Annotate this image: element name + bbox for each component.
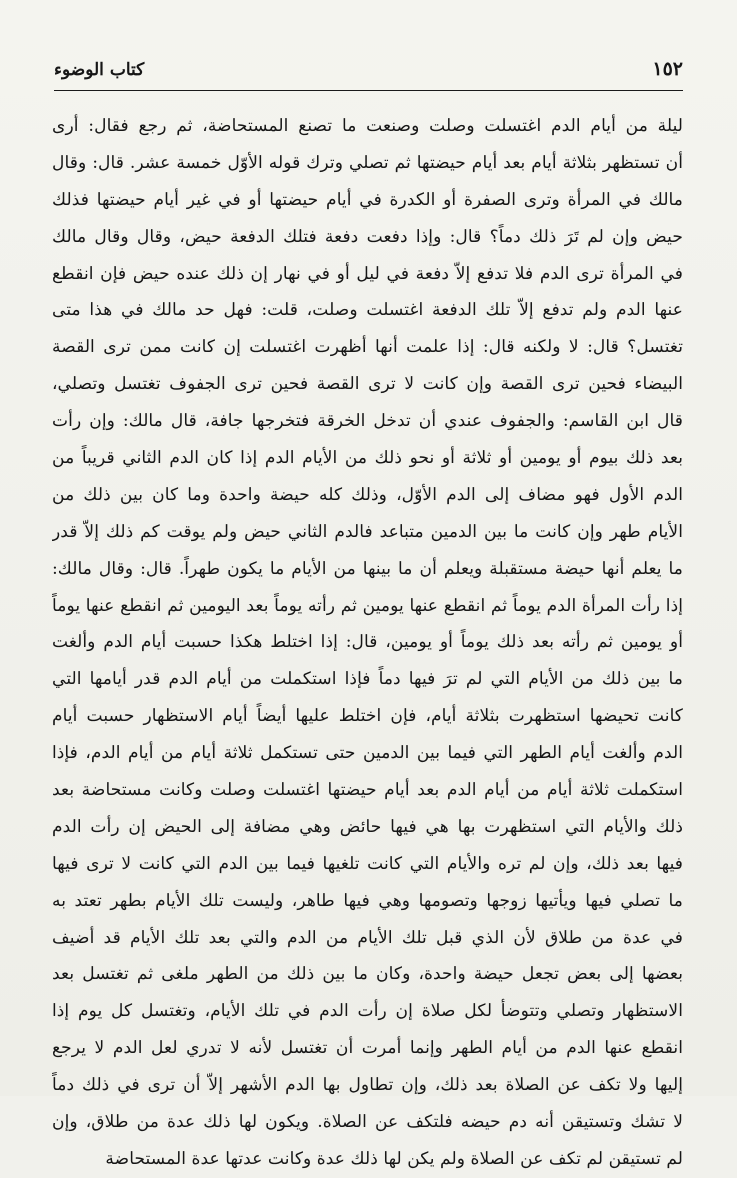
text-line: البيضاء فحين ترى القصة وإن كانت لا ترى القصة فحين ترى الجفوف تغتسل وتصلي، — [52, 374, 683, 395]
text-line: في المرأة ترى الدم فلا تدفع إلاّ دفعة في ليل أو في نهار إن ذلك عنده حيض فإن انقطع — [52, 263, 683, 284]
text-line: إليها ولا تكف عن الصلاة بعد ذلك، وإن تطاول بها الدم الأشهر إلاّ أن ترى في ذلك دماً — [52, 1075, 683, 1096]
text-line: الأيام طهر وإن كانت ما بين الدمين متباعد فالدم الثاني حيض ولم يوقت كم ذلك إلاّ قدر — [52, 521, 683, 542]
text-line: أن تستظهر بثلاثة أيام بعد أيام حيضتها ثم تصلي وترك قوله الأوّل خمسة عشر. قال: وقال — [52, 152, 683, 173]
text-line: قال ابن القاسم: والجفوف عندي أن تدخل الخرقة فتخرجها جافة، قال مالك: وإن رأت — [52, 411, 683, 432]
text-line: بعد ذلك بيوم أو يومين أو ثلاثة أو نحو ذلك من الأيام الدم إذا كان الدم الثاني قريباً من — [52, 448, 683, 469]
text-line: ليلة من أيام الدم اغتسلت وصلت وصنعت ما تصنع المستحاضة، ثم رجع فقال: أرى — [52, 116, 683, 136]
text-line: انقطع عنها الدم من أيام الطهر وإنما أمرت أن تغتسل لأنه لا تدري لعل الدم لا يرجع — [52, 1038, 683, 1059]
header-rule — [54, 90, 683, 91]
text-line: مالك في المرأة وترى الصفرة أو الكدرة في أيام حيضتها أو في غير أيام حيضتها فذلك — [52, 189, 683, 210]
text-line: لا تشك وتستيقن أنه دم حيضه فلتكف عن الصلاة. ويكون لها ذلك عدة من طلاق، وإن — [52, 1112, 683, 1133]
text-line: استكملت ثلاثة أيام من أيام الدم بعد أيام حيضتها اغتسلت وصلت وكانت مستحاضة بعد — [52, 780, 683, 801]
running-header — [54, 58, 683, 84]
text-line: الدم وألغت أيام الطهر التي فيما بين الدمين حتى تستكمل ثلاثة أيام من أيام الدم، فإذا — [52, 743, 683, 764]
text-line: الدم الأول فهو مضاف إلى الدم الأوّل، وذلك كله حيضة واحدة وما كان بين ذلك من — [52, 484, 683, 505]
text-line: حيض وإن لم تَرَ ذلك دماً؟ قال: وإذا دفعت دفعة فتلك الدفعة حيض، وقال وقال مالك — [52, 226, 683, 247]
text-line: عنها الدم ولم تدفع إلاّ تلك الدفعة اغتسلت وصلت، قلت: فهل حد مالك في هذا متى — [52, 300, 683, 321]
text-line: كانت تحيضها استظهرت بثلاثة أيام، فإن اختلط عليها أيضاً أيام الاستظهار حسبت أيام — [52, 706, 683, 727]
text-line: ما يعلم أنها حيضة مستقبلة ويعلم أن ما بينها من الأيام ما يكون طهراً. قال: وقال مالك: — [52, 558, 683, 579]
text-line: لم تستيقن لم تكف عن الصلاة ولم يكن لها ذلك عدة وكانت عدتها عدة المستحاضة — [105, 1148, 683, 1169]
book-title: كتاب الوضوء — [54, 60, 145, 80]
text-line: تغتسل؟ قال: لا ولكنه قال: إذا علمت أنها أظهرت اغتسلت إن كانت ممن ترى القصة — [52, 337, 683, 358]
text-line: ما بين ذلك من الأيام التي لم ترَ فيها دماً فإذا استكملت من أيام الدم قدر أيامها التي — [52, 669, 683, 690]
text-line: الاستظهار وتصلي وتتوضأ لكل صلاة إن رأت الدم في تلك الأيام، وتغتسل كل يوم إذا — [52, 1001, 683, 1022]
text-line: ذلك والأيام التي استظهرت بها هي فيها حائض وهي مضافة إلى الحيض إن رأت الدم — [52, 816, 683, 837]
text-line: إذا رأت المرأة الدم يوماً ثم انقطع عنها يومين ثم رأته يوماً بعد اليومين ثم انقطع عنها يوماً — [52, 595, 683, 616]
page-number: ١٥٢ — [652, 58, 683, 80]
text-line: فيها بعد ذلك، وإن لم تره والأيام التي كانت تلغيها فيما بين الدم التي كانت لا ترى فيها — [52, 853, 683, 874]
text-line: أو يومين ثم رأته بعد ذلك يوماً أو يومين، قال: إذا اختلط هكذا حسبت أيام الدم وألغت — [52, 632, 683, 653]
body-text — [52, 108, 683, 1178]
text-line: ما تصلي فيها ويأتيها زوجها وتصومها وهي فيها طاهر، وليست تلك الأيام بطهر تعتد به — [52, 890, 683, 911]
text-line: في عدة من طلاق لأن الذي قبل تلك الأيام من الدم والتي بعد تلك الأيام قد أضيف — [52, 927, 683, 948]
text-line: بعضها إلى بعض تجعل حيضة واحدة، وكان ما بين ذلك من الطهر ملغى ثم تغتسل بعد — [52, 964, 683, 985]
